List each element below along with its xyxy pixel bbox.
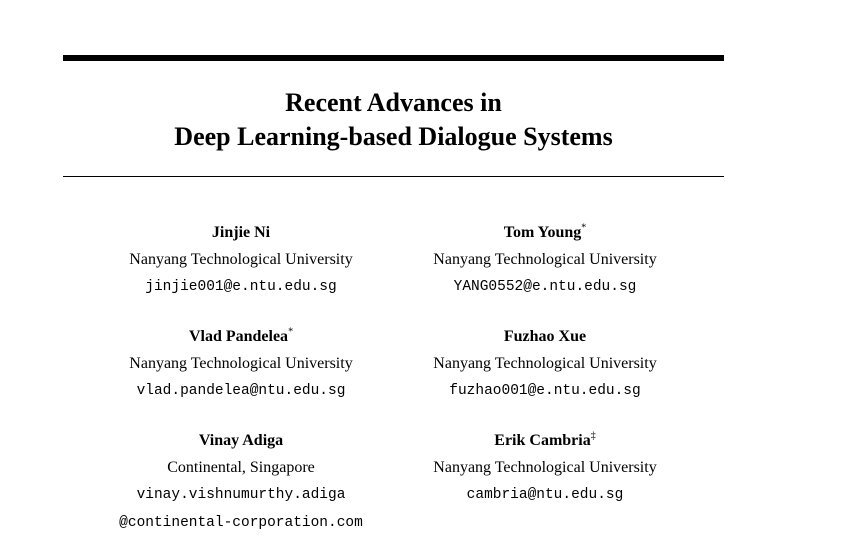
author-affiliation: Continental, Singapore <box>167 459 315 476</box>
paper-title-line-2: Deep Learning-based Dialogue Systems <box>174 122 613 151</box>
author-block-jinjie-ni <box>91 219 391 301</box>
author-block-fuzhao-xue <box>395 323 695 405</box>
author-affiliation: Nanyang Technological University <box>433 251 657 268</box>
author-email[interactable]: fuzhao001@e.ntu.edu.sg <box>449 383 641 399</box>
author-affiliation: Nanyang Technological University <box>129 251 353 268</box>
paper-title <box>63 86 724 154</box>
author-block-erik-cambria <box>395 427 695 509</box>
author-block-tom-young <box>395 219 695 301</box>
author-name: Vinay Adiga <box>198 432 284 449</box>
author-email[interactable]: cambria@ntu.edu.sg <box>466 487 624 503</box>
author-name: Vlad Pandelea* <box>188 326 294 345</box>
author-email[interactable]: YANG0552@e.ntu.edu.sg <box>453 279 637 295</box>
title-bottom-rule <box>63 176 724 177</box>
author-email-continued[interactable]: @continental-corporation.com <box>119 515 363 531</box>
author-name: Jinjie Ni <box>211 224 271 241</box>
author-name: Fuzhao Xue <box>503 328 587 345</box>
author-name: Erik Cambria‡ <box>494 430 596 449</box>
author-email[interactable]: vlad.pandelea@ntu.edu.sg <box>136 383 346 399</box>
author-mark: ‡ <box>590 430 596 442</box>
author-mark: * <box>581 222 587 234</box>
author-email[interactable]: jinjie001@e.ntu.edu.sg <box>145 279 337 295</box>
author-affiliation: Nanyang Technological University <box>433 459 657 476</box>
author-block-vinay-adiga <box>91 427 391 537</box>
author-affiliation: Nanyang Technological University <box>433 355 657 372</box>
author-mark: * <box>288 326 294 338</box>
author-affiliation: Nanyang Technological University <box>129 355 353 372</box>
author-email[interactable]: vinay.vishnumurthy.adiga <box>136 487 346 503</box>
author-name: Tom Young* <box>503 222 587 241</box>
title-top-rule <box>63 55 724 61</box>
author-block-vlad-pandelea <box>91 323 391 405</box>
paper-title-line-1: Recent Advances in <box>285 88 502 117</box>
